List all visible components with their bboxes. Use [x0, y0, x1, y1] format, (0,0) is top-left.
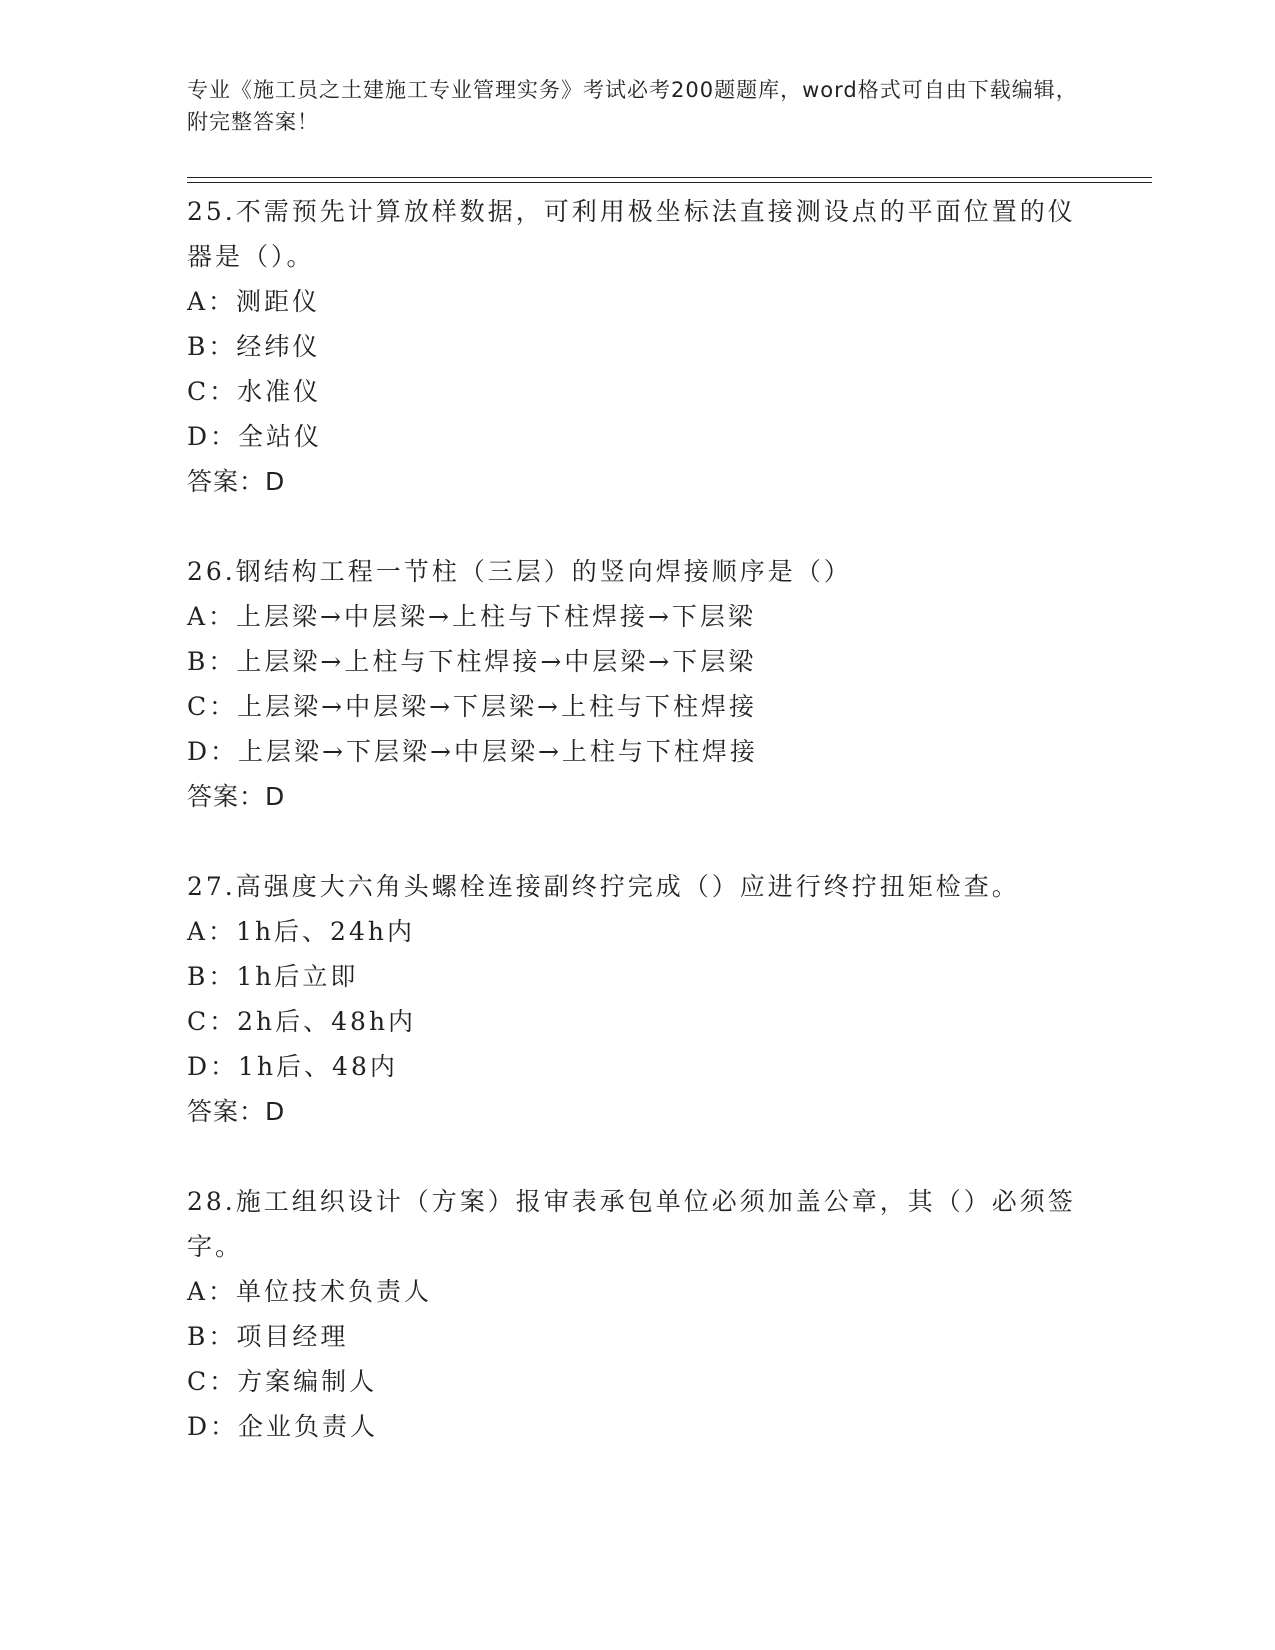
option-b: B：经纬仪: [187, 332, 321, 361]
option-a: A：上层梁→中层梁→上柱与下柱焊接→下层梁: [187, 602, 756, 631]
question-stem: 28.施工组织设计（方案）报审表承包单位必须加盖公章，其（）必须签字。: [187, 1187, 1076, 1261]
option-a: A：单位技术负责人: [187, 1277, 433, 1306]
answer-line: 答案：D: [187, 1097, 286, 1126]
option-a: A：1h后、24h内: [187, 917, 415, 946]
option-d: D：上层梁→下层梁→中层梁→上柱与下柱焊接: [187, 737, 758, 766]
header-divider-top: [187, 177, 1152, 178]
option-c: C：水准仪: [187, 377, 322, 406]
question-stem: 26.钢结构工程一节柱（三层）的竖向焊接顺序是（）: [187, 557, 852, 586]
option-d: D：全站仪: [187, 422, 323, 451]
question-list: [187, 189, 1087, 1494]
question-item: [187, 189, 1087, 504]
question-stem: 27.高强度大六角头螺栓连接副终拧完成（）应进行终拧扭矩检查。: [187, 872, 1020, 901]
document-header: 专业《施工员之土建施工专业管理实务》考试必考200题题库，word格式可自由下载编辑，附完整答案！: [187, 78, 1078, 134]
question-item: [187, 1179, 1087, 1449]
header-divider-bottom: [187, 182, 1152, 183]
option-b: B：1h后立即: [187, 962, 359, 991]
answer-line: 答案：D: [187, 782, 286, 811]
option-b: B：上层梁→上柱与下柱焊接→中层梁→下层梁: [187, 647, 757, 676]
answer-line: 答案：D: [187, 467, 286, 496]
option-c: C：2h后、48h内: [187, 1007, 417, 1036]
option-a: A：测距仪: [187, 287, 321, 316]
question-item: [187, 864, 1087, 1134]
question-item: [187, 549, 1087, 819]
option-c: C：方案编制人: [187, 1367, 378, 1396]
option-b: B：项目经理: [187, 1322, 349, 1351]
option-c: C：上层梁→中层梁→下层梁→上柱与下柱焊接: [187, 692, 757, 721]
question-stem: 25.不需预先计算放样数据，可利用极坐标法直接测设点的平面位置的仪器是（）。: [187, 197, 1076, 271]
option-d: D：企业负责人: [187, 1412, 379, 1441]
option-d: D：1h后、48内: [187, 1052, 398, 1081]
